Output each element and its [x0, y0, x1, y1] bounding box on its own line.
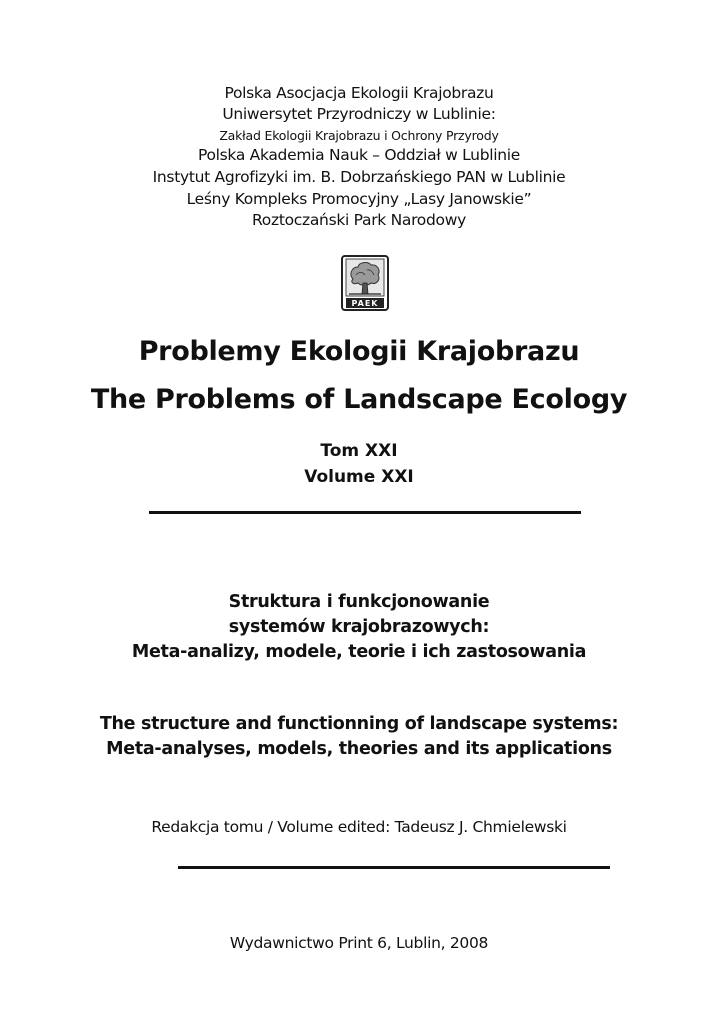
subtitle-polish-line-2: systemów krajobrazowych: — [228, 617, 490, 637]
institution-department: Zakład Ekologii Krajobrazu i Ochrony Przyrody — [219, 128, 499, 143]
institution-national-park: Roztoczański Park Narodowy — [252, 211, 466, 229]
volume-polish: Tom XXI — [320, 441, 398, 461]
publisher-line: Wydawnictwo Print 6, Lublin, 2008 — [229, 934, 489, 952]
subtitle-polish-line-1: Struktura i funkcjonowanie — [228, 592, 490, 612]
subtitle-english-line-2: Meta-analyses, models, theories and its applications — [106, 739, 612, 759]
divider-top — [149, 511, 581, 514]
title-english: The Problems of Landscape Ecology — [90, 384, 628, 415]
divider-bottom — [178, 866, 610, 869]
volume-editor: Redakcja tomu / Volume edited: Tadeusz J. Chmielewski — [151, 818, 567, 836]
subtitle-polish-line-3: Meta-analizy, modele, teorie i ich zastosowania — [131, 642, 587, 662]
institution-pan: Polska Akademia Nauk – Oddział w Lublinie — [197, 146, 521, 164]
institution-agrophysics: Instytut Agrofizyki im. B. Dobrzańskiego PAN w Lublinie — [152, 168, 566, 186]
institution-forest-complex: Leśny Kompleks Promocyjny „Lasy Janowskie” — [186, 190, 532, 208]
institution-university: Uniwersytet Przyrodniczy w Lublinie: — [222, 105, 496, 123]
volume-english: Volume XXI — [304, 467, 414, 487]
institution-paek: Polska Asocjacja Ekologii Krajobrazu — [224, 84, 494, 102]
paek-tree-logo-icon — [341, 255, 389, 311]
title-polish: Problemy Ekologii Krajobrazu — [138, 336, 580, 367]
logo-text: PAEK — [351, 299, 379, 308]
subtitle-english-line-1: The structure and functionning of landscape systems: — [99, 714, 619, 734]
